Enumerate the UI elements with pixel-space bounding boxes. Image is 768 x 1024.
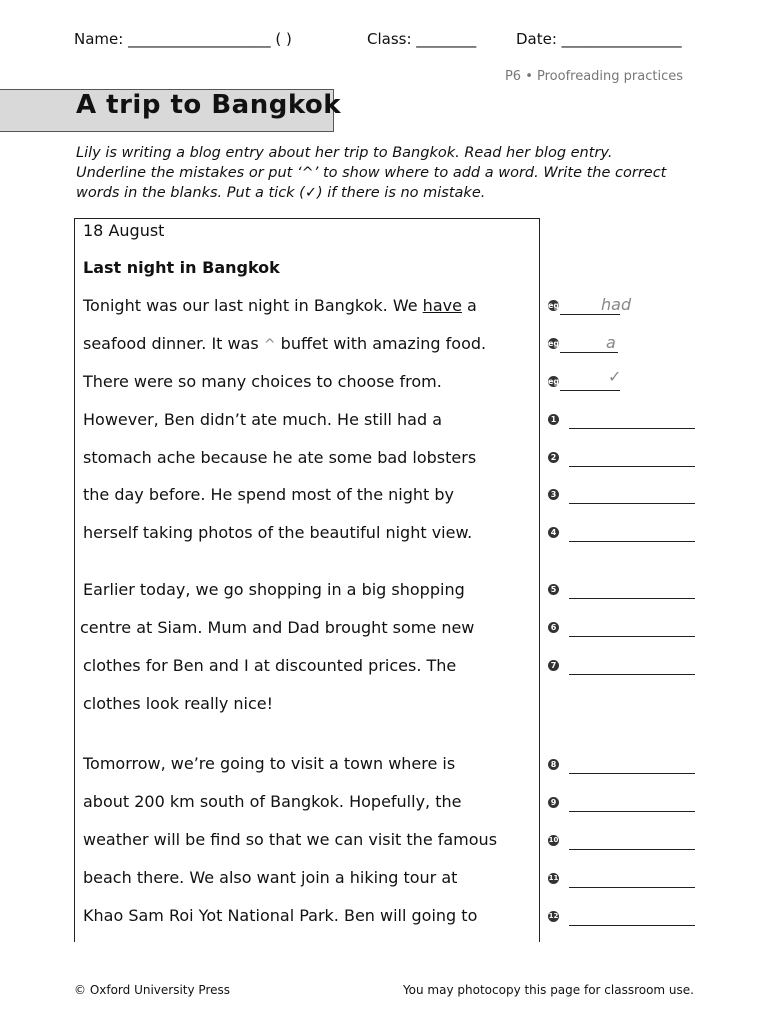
page-title: A trip to Bangkok — [76, 90, 342, 120]
passage-line: the day before. He spend most of the night by — [83, 485, 454, 504]
line-text: Tonight was our last night in Bangkok. We — [83, 296, 423, 315]
passage-line: However, Ben didn’t ate much. He still had a — [83, 410, 443, 429]
answer-blank[interactable] — [569, 636, 695, 637]
passage-line: clothes for Ben and I at discounted prices. The — [83, 656, 457, 675]
name-field-label: Name: ___________________ ( ) — [74, 30, 292, 48]
number-badge: 6 — [548, 622, 559, 633]
number-badge: 4 — [548, 527, 559, 538]
number-badge: 11 — [548, 874, 559, 882]
answer-row-8 — [548, 756, 698, 776]
example-answer-row — [548, 367, 698, 393]
answer-row-10 — [548, 832, 698, 852]
answer-row-4 — [548, 524, 698, 544]
example-answer-line — [560, 352, 618, 353]
answer-row-11 — [548, 870, 698, 890]
answer-blank[interactable] — [569, 849, 695, 850]
passage-line: beach there. We also want join a hiking tour at — [83, 868, 458, 887]
number-badge: 12 — [548, 912, 559, 920]
answer-row-2 — [548, 449, 698, 469]
number-badge: 8 — [548, 759, 559, 770]
answer-row-9 — [548, 794, 698, 814]
example-badge: eg — [548, 301, 560, 310]
answer-row-1 — [548, 411, 698, 431]
example-badge: eg — [548, 377, 560, 386]
number-badge: 7 — [548, 660, 559, 671]
number-badge: 2 — [548, 452, 559, 463]
number-badge: 5 — [548, 584, 559, 595]
passage-line: herself taking photos of the beautiful night view. — [83, 523, 473, 542]
answer-row-7 — [548, 657, 698, 677]
footer-photocopy-note: You may photocopy this page for classroom use. — [402, 983, 694, 997]
passage-line: clothes look really nice! — [83, 694, 274, 713]
example-answer-line — [560, 314, 620, 315]
answer-blank[interactable] — [569, 428, 695, 429]
passage-line: There were so many choices to choose from. — [83, 372, 442, 391]
passage-line: about 200 km south of Bangkok. Hopefully, the — [83, 792, 462, 811]
date-field-label: Date: ________________ — [516, 30, 682, 48]
passage-heading: Last night in Bangkok — [83, 258, 280, 277]
answer-blank[interactable] — [569, 541, 695, 542]
passage-line: Tomorrow, we’re going to visit a town where is — [83, 754, 456, 773]
passage-line-1 — [83, 296, 477, 315]
passage-line: weather will be find so that we can visit the famous — [83, 830, 498, 849]
tick-mark: ✓ — [608, 367, 622, 386]
example-answer-line — [560, 390, 620, 391]
number-badge: 9 — [548, 797, 559, 808]
example-answer-text: had — [601, 295, 632, 314]
line-text: buffet with amazing food. — [275, 334, 487, 353]
line-text: seafood dinner. It was — [83, 334, 264, 353]
answer-blank[interactable] — [569, 773, 695, 774]
answer-blank[interactable] — [569, 466, 695, 467]
answer-blank[interactable] — [569, 503, 695, 504]
worksheet-subtitle: P6 • Proofreading practices — [504, 69, 683, 84]
example-answer-row — [548, 335, 698, 355]
answer-blank[interactable] — [569, 674, 695, 675]
footer-copyright: © Oxford University Press — [74, 983, 231, 997]
number-badge: 10 — [548, 836, 559, 844]
example-answer-text: a — [606, 333, 616, 352]
answer-blank[interactable] — [569, 887, 695, 888]
passage-line-2 — [83, 334, 486, 353]
passage-date: 18 August — [83, 221, 165, 240]
answer-blank[interactable] — [569, 811, 695, 812]
number-badge: 1 — [548, 414, 559, 425]
passage-line: centre at Siam. Mum and Dad brought some new — [80, 618, 475, 637]
passage-line: stomach ache because he ate some bad lobsters — [83, 448, 477, 467]
answer-row-5 — [548, 581, 698, 601]
answer-row-12 — [548, 908, 698, 928]
caret-mark: ^ — [263, 337, 276, 353]
example-answer-row — [548, 297, 698, 317]
example-badge: eg — [548, 339, 560, 348]
passage-line: Khao Sam Roi Yot National Park. Ben will going to — [83, 906, 478, 925]
answer-row-3 — [548, 486, 698, 506]
answer-blank[interactable] — [569, 598, 695, 599]
instructions-text: Lily is writing a blog entry about her trip to Bangkok. Read her blog entry. Underline the mistakes or put ‘^’ to show where to add a word. Write the correct words in the blanks. Put a tick (✓) if there is no mistake. — [76, 145, 667, 201]
passage-line: Earlier today, we go shopping in a big shopping — [83, 580, 465, 599]
line-text: a — [461, 296, 477, 315]
class-field-label: Class: ________ — [367, 30, 477, 48]
answer-row-6 — [548, 619, 698, 639]
underlined-mistake: have — [422, 296, 462, 315]
number-badge: 3 — [548, 489, 559, 500]
answer-blank[interactable] — [569, 925, 695, 926]
